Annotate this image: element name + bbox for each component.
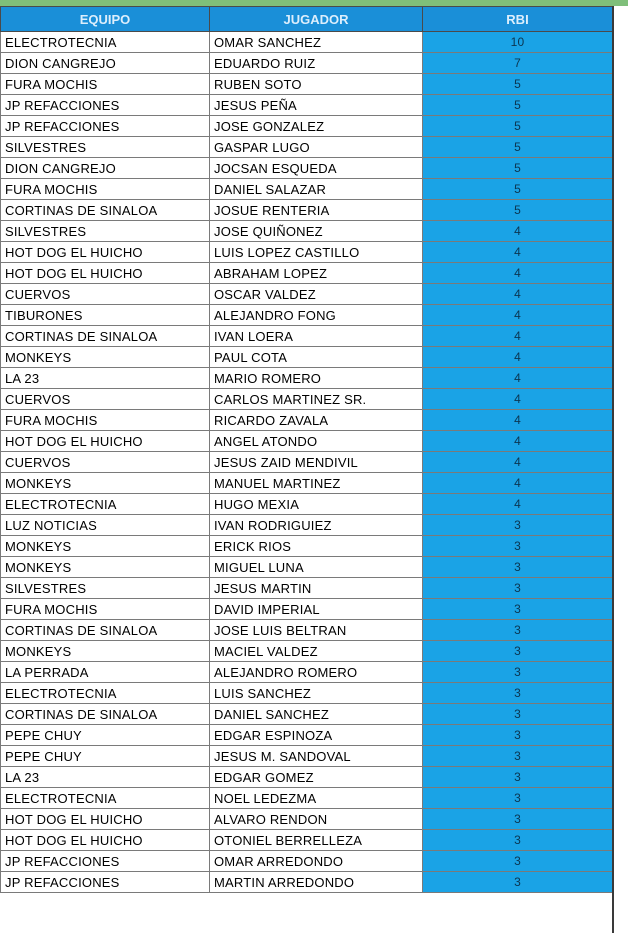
player-cell[interactable]: MARIO ROMERO [210,368,423,389]
rbi-cell[interactable]: 3 [423,746,613,767]
team-cell[interactable]: MONKEYS [1,557,210,578]
rbi-cell[interactable]: 3 [423,620,613,641]
team-cell[interactable]: MONKEYS [1,473,210,494]
team-cell[interactable]: ELECTROTECNIA [1,683,210,704]
team-cell[interactable]: HOT DOG EL HUICHO [1,242,210,263]
player-cell[interactable]: ALVARO RENDON [210,809,423,830]
team-cell[interactable]: TIBURONES [1,305,210,326]
rbi-cell[interactable]: 10 [423,32,613,53]
rbi-cell[interactable]: 4 [423,410,613,431]
player-cell[interactable]: DANIEL SANCHEZ [210,704,423,725]
column-header-player[interactable]: JUGADOR [210,7,423,32]
player-cell[interactable]: EDUARDO RUIZ [210,53,423,74]
player-cell[interactable]: JOSE QUIÑONEZ [210,221,423,242]
team-cell[interactable]: HOT DOG EL HUICHO [1,809,210,830]
team-cell[interactable]: SILVESTRES [1,578,210,599]
table-row [1,200,613,221]
team-cell[interactable]: HOT DOG EL HUICHO [1,263,210,284]
rbi-cell[interactable]: 4 [423,452,613,473]
team-cell[interactable]: DION CANGREJO [1,53,210,74]
table-row [1,620,613,641]
team-cell[interactable]: LA 23 [1,368,210,389]
team-cell[interactable]: MONKEYS [1,347,210,368]
team-cell[interactable]: ELECTROTECNIA [1,32,210,53]
team-cell[interactable]: JP REFACCIONES [1,116,210,137]
rbi-cell[interactable]: 4 [423,284,613,305]
team-cell[interactable]: DION CANGREJO [1,158,210,179]
table-row [1,536,613,557]
team-cell[interactable]: ELECTROTECNIA [1,494,210,515]
team-cell[interactable]: LA 23 [1,767,210,788]
table-row [1,746,613,767]
table-row [1,305,613,326]
player-cell[interactable]: JESUS M. SANDOVAL [210,746,423,767]
team-cell[interactable]: CORTINAS DE SINALOA [1,326,210,347]
rbi-cell[interactable]: 3 [423,767,613,788]
team-cell[interactable]: JP REFACCIONES [1,95,210,116]
team-cell[interactable]: HOT DOG EL HUICHO [1,431,210,452]
table-row [1,53,613,74]
rbi-cell[interactable]: 3 [423,578,613,599]
rbi-cell[interactable]: 3 [423,599,613,620]
table-row [1,431,613,452]
rbi-cell[interactable]: 3 [423,725,613,746]
rbi-cell[interactable]: 3 [423,788,613,809]
rbi-cell[interactable]: 3 [423,683,613,704]
player-cell[interactable]: JESUS PEÑA [210,95,423,116]
team-cell[interactable]: FURA MOCHIS [1,179,210,200]
rbi-cell[interactable]: 5 [423,200,613,221]
team-cell[interactable]: FURA MOCHIS [1,599,210,620]
rbi-cell[interactable]: 4 [423,263,613,284]
table-row [1,788,613,809]
rbi-cell[interactable]: 4 [423,389,613,410]
player-cell[interactable]: HUGO MEXIA [210,494,423,515]
team-cell[interactable]: SILVESTRES [1,221,210,242]
rbi-cell[interactable]: 4 [423,305,613,326]
table-row [1,704,613,725]
player-cell[interactable]: JOSE LUIS BELTRAN [210,620,423,641]
table-row [1,179,613,200]
team-cell[interactable]: CORTINAS DE SINALOA [1,620,210,641]
team-cell[interactable]: MONKEYS [1,641,210,662]
table-row [1,242,613,263]
player-cell[interactable]: JOSUE RENTERIA [210,200,423,221]
right-border-line [612,6,614,933]
team-cell[interactable]: JP REFACCIONES [1,851,210,872]
table-row [1,158,613,179]
player-cell[interactable]: OSCAR VALDEZ [210,284,423,305]
rbi-cell[interactable]: 4 [423,347,613,368]
table-row [1,641,613,662]
table-row [1,410,613,431]
team-cell[interactable]: CUERVOS [1,389,210,410]
player-cell[interactable]: DANIEL SALAZAR [210,179,423,200]
rbi-cell[interactable]: 3 [423,872,613,893]
table-row [1,137,613,158]
rbi-cell[interactable]: 3 [423,515,613,536]
table-row [1,221,613,242]
player-cell[interactable]: EDGAR GOMEZ [210,767,423,788]
team-cell[interactable]: LA PERRADA [1,662,210,683]
player-cell[interactable]: ALEJANDRO ROMERO [210,662,423,683]
team-cell[interactable]: SILVESTRES [1,137,210,158]
player-cell[interactable]: MIGUEL LUNA [210,557,423,578]
table-row [1,767,613,788]
player-cell[interactable]: JOSE GONZALEZ [210,116,423,137]
player-cell[interactable]: RUBEN SOTO [210,74,423,95]
table-row [1,368,613,389]
player-cell[interactable]: IVAN LOERA [210,326,423,347]
rbi-cell[interactable]: 4 [423,326,613,347]
player-cell[interactable]: GASPAR LUGO [210,137,423,158]
table-row [1,116,613,137]
table-row [1,872,613,893]
team-cell[interactable]: PEPE CHUY [1,725,210,746]
rbi-cell[interactable]: 4 [423,368,613,389]
table-row [1,578,613,599]
player-cell[interactable]: OTONIEL BERRELLEZA [210,830,423,851]
rbi-cell[interactable]: 3 [423,851,613,872]
table-row [1,809,613,830]
column-header-team[interactable]: EQUIPO [1,7,210,32]
player-cell[interactable]: JOCSAN ESQUEDA [210,158,423,179]
table-row [1,284,613,305]
player-cell[interactable]: MARTIN ARREDONDO [210,872,423,893]
rbi-cell[interactable]: 3 [423,704,613,725]
rbi-cell[interactable]: 5 [423,116,613,137]
player-cell[interactable]: IVAN RODRIGUIEZ [210,515,423,536]
player-cell[interactable]: JESUS MARTIN [210,578,423,599]
table-row [1,263,613,284]
team-cell[interactable]: CORTINAS DE SINALOA [1,200,210,221]
table-row [1,599,613,620]
team-cell[interactable]: LUZ NOTICIAS [1,515,210,536]
player-cell[interactable]: ALEJANDRO FONG [210,305,423,326]
table-row [1,74,613,95]
team-cell[interactable]: CUERVOS [1,284,210,305]
table-row [1,851,613,872]
table-row [1,683,613,704]
team-cell[interactable]: PEPE CHUY [1,746,210,767]
player-cell[interactable]: CARLOS MARTINEZ SR. [210,389,423,410]
rbi-cell[interactable]: 4 [423,221,613,242]
player-cell[interactable]: PAUL COTA [210,347,423,368]
player-cell[interactable]: DAVID IMPERIAL [210,599,423,620]
team-cell[interactable]: FURA MOCHIS [1,410,210,431]
rbi-leaders-table [0,6,613,893]
table-row [1,452,613,473]
player-cell[interactable]: ERICK RIOS [210,536,423,557]
player-cell[interactable]: LUIS LOPEZ CASTILLO [210,242,423,263]
rbi-cell[interactable]: 4 [423,473,613,494]
team-cell[interactable]: ELECTROTECNIA [1,788,210,809]
rbi-cell[interactable]: 3 [423,557,613,578]
player-cell[interactable]: OMAR SANCHEZ [210,32,423,53]
rbi-cell[interactable]: 4 [423,431,613,452]
team-cell[interactable]: JP REFACCIONES [1,872,210,893]
team-cell[interactable]: MONKEYS [1,536,210,557]
rbi-cell[interactable]: 3 [423,641,613,662]
player-cell[interactable]: LUIS SANCHEZ [210,683,423,704]
player-cell[interactable]: MACIEL VALDEZ [210,641,423,662]
player-cell[interactable]: NOEL LEDEZMA [210,788,423,809]
table-row [1,494,613,515]
table-row [1,389,613,410]
table-body [1,32,613,893]
player-cell[interactable]: ANGEL ATONDO [210,431,423,452]
player-cell[interactable]: EDGAR ESPINOZA [210,725,423,746]
table-row [1,830,613,851]
rbi-cell[interactable]: 3 [423,830,613,851]
team-cell[interactable]: HOT DOG EL HUICHO [1,830,210,851]
table-row [1,32,613,53]
team-cell[interactable]: CORTINAS DE SINALOA [1,704,210,725]
rbi-cell[interactable]: 3 [423,536,613,557]
table-row [1,557,613,578]
table-row [1,515,613,536]
rbi-cell[interactable]: 7 [423,53,613,74]
player-cell[interactable]: ABRAHAM LOPEZ [210,263,423,284]
table-row [1,725,613,746]
rbi-cell[interactable]: 5 [423,179,613,200]
rbi-cell[interactable]: 5 [423,158,613,179]
player-cell[interactable]: MANUEL MARTINEZ [210,473,423,494]
table-row [1,662,613,683]
rbi-cell[interactable]: 3 [423,809,613,830]
table-row [1,326,613,347]
rbi-cell[interactable]: 4 [423,494,613,515]
player-cell[interactable]: RICARDO ZAVALA [210,410,423,431]
rbi-cell[interactable]: 3 [423,662,613,683]
player-cell[interactable]: JESUS ZAID MENDIVIL [210,452,423,473]
table-row [1,347,613,368]
rbi-cell[interactable]: 5 [423,74,613,95]
header-row [1,7,613,32]
team-cell[interactable]: CUERVOS [1,452,210,473]
rbi-cell[interactable]: 4 [423,242,613,263]
column-header-rbi[interactable]: RBI [423,7,613,32]
rbi-cell[interactable]: 5 [423,95,613,116]
table-row [1,95,613,116]
rbi-cell[interactable]: 5 [423,137,613,158]
table-row [1,473,613,494]
team-cell[interactable]: FURA MOCHIS [1,74,210,95]
player-cell[interactable]: OMAR ARREDONDO [210,851,423,872]
